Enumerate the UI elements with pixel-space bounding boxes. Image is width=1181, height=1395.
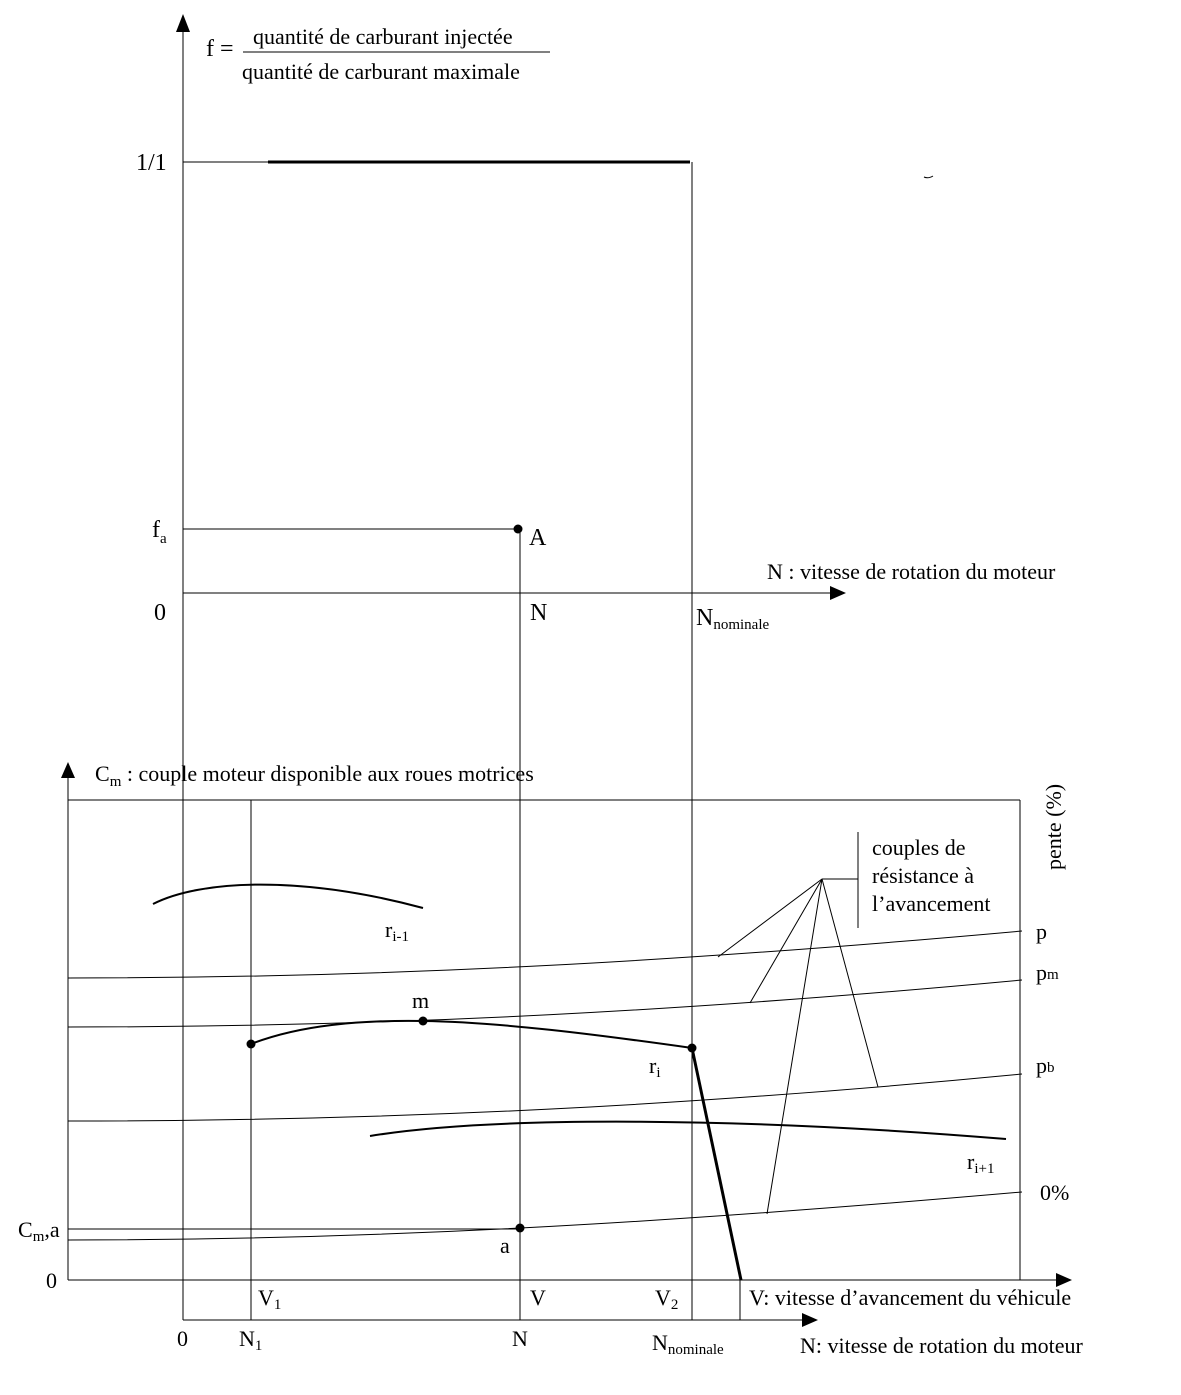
slope-curve-p [68, 931, 1022, 978]
cm-y-axis-label: $C_m$ : couple moteur disponible aux roues motrices [95, 761, 534, 790]
n-tick-n: N [512, 1326, 528, 1351]
point-A-label: A [529, 525, 547, 551]
slope-curve-0 [68, 1192, 1022, 1240]
top-y-axis-arrow [176, 14, 190, 32]
slope-label-pm: pm [1036, 960, 1059, 985]
n-tick-nominal: Nnominale [652, 1330, 724, 1358]
tick-full: 1/1 [136, 150, 167, 176]
n-tick-n1: N1 [239, 1326, 263, 1354]
slope-curve-pb [68, 1074, 1022, 1121]
n-axis-arrow [802, 1313, 818, 1327]
pente-label: pente (%) [1041, 783, 1066, 870]
cm-tick-zero: 0 [46, 1268, 57, 1293]
point-r-i-end [688, 1044, 697, 1053]
v-axis-label: V: vitesse d’avancement du véhicule [749, 1285, 1072, 1310]
slope-label-0: 0% [1040, 1180, 1070, 1205]
point-A-marker [514, 525, 523, 534]
top-x-axis-label: N : vitesse de rotation du moteur [767, 559, 1056, 584]
label-r-next: ri+1 [967, 1149, 995, 1177]
point-a-label: a [500, 1233, 510, 1258]
v-tick-v: V [530, 1285, 546, 1310]
slope-label-p: p [1036, 919, 1047, 944]
top-chart [136, 14, 1056, 1320]
top-x-axis-arrow [830, 586, 846, 600]
v-tick-v1: V1 [258, 1285, 282, 1313]
v-tick-v2: V2 [655, 1285, 679, 1313]
label-r-prev: ri-1 [385, 917, 409, 945]
top-tick-N: N [530, 600, 548, 626]
tick-cma: Cm,a [18, 1217, 60, 1245]
top-tick-zero: 0 [154, 600, 166, 626]
bracket-text-2: résistance à [872, 863, 974, 888]
torque-curve-r-prev [153, 885, 423, 908]
callout-lines [718, 879, 878, 1214]
bracket-text-3: l’avancement [872, 891, 991, 916]
bracket-text-1: couples de [872, 835, 966, 860]
y-denominator: quantité de carburant maximale [242, 59, 520, 84]
label-r-i: ri [649, 1053, 661, 1081]
n-tick-zero: 0 [177, 1326, 188, 1351]
point-a-marker [516, 1224, 525, 1233]
y-numerator: quantité de carburant injectée [253, 24, 513, 49]
top-tick-nominal: Nnominale [696, 605, 770, 633]
tick-fa: $f_a$ [152, 517, 167, 547]
slope-curve-pm [68, 980, 1022, 1027]
torque-curve-r-i-drop [692, 1048, 741, 1280]
y-eq-lhs: f = [206, 36, 234, 62]
point-m-label: m [412, 988, 430, 1013]
slope-label-pb: pb [1036, 1053, 1055, 1078]
point-m-marker [419, 1017, 428, 1026]
cm-y-axis-arrow [61, 762, 75, 778]
stray-mark [924, 176, 933, 178]
bottom-chart [18, 761, 1084, 1358]
n-axis-label: N: vitesse de rotation du moteur [800, 1333, 1083, 1358]
torque-curve-r-i [251, 1021, 692, 1048]
point-r-i-start [247, 1040, 256, 1049]
torque-curve-r-next [370, 1122, 1006, 1139]
